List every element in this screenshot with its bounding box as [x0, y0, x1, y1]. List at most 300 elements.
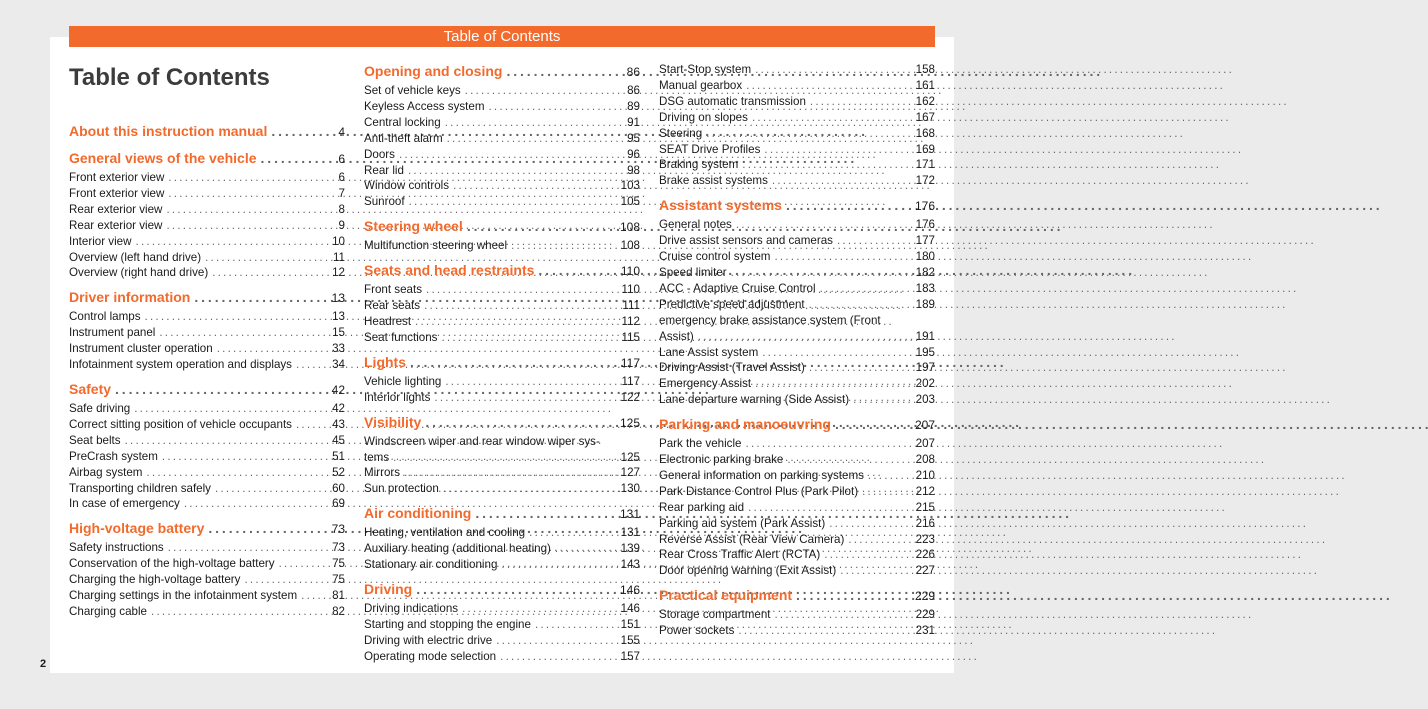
leader-dots [837, 233, 912, 249]
page-ref: 191 [915, 329, 935, 343]
entry-label: Interior lights [364, 390, 431, 404]
leader-dots [445, 115, 623, 131]
section-title: Assistant systems [659, 197, 782, 214]
toc-entry[interactable] [69, 401, 345, 417]
entry-label: Heating, ventilation and cooling [364, 526, 526, 540]
toc-column-2 [364, 62, 640, 672]
toc-section [69, 519, 345, 620]
toc-entry[interactable] [364, 601, 640, 617]
toc-entry[interactable] [659, 623, 935, 639]
entry-label: Parking aid system (Park Assist) [659, 516, 826, 530]
page-ref: 139 [620, 542, 640, 556]
toc-entry[interactable] [364, 465, 640, 481]
leader-dots [698, 329, 912, 345]
toc-entry[interactable] [659, 392, 935, 408]
toc-entry[interactable] [659, 233, 935, 249]
leader-dots [159, 325, 328, 341]
leader-dots [809, 360, 912, 376]
page-ref: 208 [915, 453, 935, 467]
entry-label: In case of emergency [69, 497, 180, 511]
toc-entry[interactable] [659, 249, 935, 265]
toc-entry[interactable] [69, 556, 345, 572]
leader-dots [746, 436, 912, 452]
leader-dots [774, 607, 911, 623]
page-ref: 151 [620, 617, 640, 631]
entry-label: Speed limiter [659, 265, 727, 279]
leader-dots [538, 261, 616, 280]
toc-entry[interactable] [69, 572, 345, 588]
entry-label: Stationary air conditioning [364, 558, 498, 572]
leader-dots [774, 249, 911, 265]
toc-entry[interactable] [364, 390, 640, 406]
entry-label: Keyless Access system [364, 99, 485, 113]
toc-entry[interactable] [364, 617, 640, 633]
toc-entry[interactable] [364, 481, 640, 497]
page-ref: 6 [338, 171, 345, 184]
toc-entry[interactable] [364, 131, 640, 147]
entry-label: Predictive speed adjustment [659, 297, 805, 311]
toc-entry[interactable] [69, 588, 345, 604]
section-title: Lights [364, 353, 406, 370]
leader-dots [404, 465, 617, 481]
toc-entry[interactable] [659, 532, 935, 548]
toc-entry[interactable] [364, 649, 640, 665]
page-ref: 226 [915, 548, 935, 562]
toc-entry[interactable] [659, 360, 935, 376]
toc-section-heading[interactable] [364, 580, 640, 600]
entry-label: Overview (right hand drive) [69, 266, 209, 280]
page-ref: 172 [915, 174, 935, 188]
page-ref: 143 [620, 558, 640, 572]
leader-dots [787, 452, 911, 468]
page-ref: 146 [620, 601, 640, 615]
entry-label: Steering [659, 126, 703, 140]
leader-dots [208, 519, 327, 538]
page-ref: 7 [338, 186, 345, 200]
page-ref: 189 [915, 297, 935, 311]
page-ref: 69 [332, 497, 345, 511]
toc-section-heading[interactable] [69, 149, 345, 169]
leader-dots [824, 547, 911, 563]
entry-label: Lane Assist system [659, 345, 759, 359]
toc-entry[interactable] [659, 563, 935, 579]
toc-entry[interactable] [69, 325, 345, 341]
page-ref: 86 [626, 65, 640, 79]
section-title: About this instruction manual [69, 123, 268, 139]
toc-entry[interactable] [69, 265, 345, 281]
leader-dots [868, 468, 912, 484]
entry-label: Operating mode selection [364, 649, 497, 663]
entry-label: Rear exterior view [69, 202, 163, 216]
toc-section-heading[interactable] [659, 196, 935, 216]
page-ref: 210 [915, 468, 935, 482]
section-title: Driving [364, 580, 413, 597]
toc-entry[interactable] [659, 516, 935, 532]
page-ref: 51 [332, 449, 345, 463]
leader-dots [151, 604, 328, 620]
toc-section-heading[interactable] [69, 519, 345, 539]
toc-section-heading[interactable] [364, 504, 640, 524]
page-ref: 75 [332, 557, 345, 571]
page-ref: 231 [915, 624, 935, 638]
leader-dots [555, 541, 617, 557]
page-ref: 13 [332, 310, 345, 324]
toc-entry[interactable] [364, 541, 640, 557]
page-ref: 127 [620, 466, 640, 480]
toc-section [69, 149, 345, 281]
leader-dots [809, 297, 912, 313]
leader-dots [736, 217, 912, 233]
leader-dots [136, 234, 329, 250]
entry-label[interactable]: emergency brake assistance system (Front [659, 313, 881, 327]
entry-label: Braking system [659, 158, 739, 172]
toc-entry[interactable] [659, 126, 935, 142]
toc-section-heading[interactable] [364, 261, 640, 281]
entry-label: Starting and stopping the engine [364, 617, 531, 631]
toc-entry[interactable] [659, 281, 935, 297]
page-ref: 229 [915, 608, 935, 622]
toc-entry[interactable] [364, 83, 640, 99]
toc-entry[interactable] [659, 376, 935, 392]
section-title: Parking and manoeuvring [659, 416, 831, 433]
page-ref: 162 [915, 94, 935, 108]
page-ref: 108 [620, 239, 640, 253]
toc-entry[interactable] [69, 186, 345, 202]
page-ref: 82 [332, 604, 345, 618]
toc-entry[interactable] [69, 465, 345, 481]
toc-entry[interactable] [364, 374, 640, 390]
toc-entry[interactable] [69, 417, 345, 433]
entry-label: Seat functions [364, 330, 438, 344]
leader-dots [755, 376, 912, 392]
page-ref: 73 [332, 541, 345, 555]
page-number: 2 [40, 658, 47, 670]
leader-dots [796, 586, 911, 605]
entry-label: Driving indications [364, 601, 459, 615]
toc-entry[interactable] [364, 163, 640, 179]
entry-label: Safety instructions [69, 541, 164, 555]
entry-label: General notes [659, 218, 732, 232]
leader-dots [205, 250, 329, 266]
page-ref: 115 [621, 330, 640, 344]
toc-entry[interactable] [364, 99, 640, 115]
toc-entry[interactable] [659, 297, 935, 313]
toc-entry[interactable] [69, 496, 345, 512]
toc-section-heading[interactable] [69, 380, 345, 400]
toc-entry[interactable] [364, 194, 640, 210]
page-ref: 15 [332, 326, 345, 340]
toc-entry[interactable] [659, 329, 935, 345]
section-title: General views of the vehicle [69, 150, 257, 166]
leader-dots [445, 374, 617, 390]
leader-dots [410, 353, 617, 372]
page-ref: 207 [914, 418, 935, 433]
leader-dots [166, 218, 334, 234]
entry-label[interactable]: Windscreen wiper and rear window wiper sys- [364, 434, 600, 448]
page-ref: 182 [915, 265, 935, 279]
leader-dots [194, 288, 327, 307]
page-ref: 9 [338, 218, 345, 232]
leader-dots [738, 623, 911, 639]
toc-entry[interactable] [69, 170, 345, 186]
toc-entry[interactable] [659, 345, 935, 361]
page-ref: 110 [621, 283, 640, 297]
toc-entry[interactable] [69, 234, 345, 250]
entry-label: Drive assist sensors and cameras [659, 234, 833, 248]
leader-dots [166, 202, 334, 218]
leader-dots [115, 380, 328, 399]
leader-dots [755, 62, 912, 78]
toc-section-heading[interactable] [659, 586, 935, 606]
toc-entry[interactable] [659, 173, 935, 189]
entry-label: Anti-theft alarm [364, 131, 443, 145]
page-ref: 95 [627, 131, 640, 145]
toc-entry[interactable] [659, 217, 935, 233]
page-ref: 110 [620, 264, 640, 279]
toc-entry[interactable] [69, 250, 345, 266]
toc-section [364, 261, 640, 346]
leader-dots [746, 78, 912, 94]
leader-dots [706, 126, 911, 142]
leader-dots [296, 357, 328, 373]
page-ref: 112 [621, 314, 640, 328]
page-ref: 125 [620, 450, 640, 464]
page-ref: 176 [915, 218, 935, 232]
leader-dots [496, 633, 616, 649]
leader-dots [261, 149, 335, 168]
toc-entry[interactable] [659, 94, 935, 110]
entry-label: Transporting children safely [69, 481, 211, 495]
page-ref: 223 [915, 532, 935, 546]
toc-entry[interactable] [364, 314, 640, 330]
entry-label: Doors [364, 147, 395, 161]
page-ref: 75 [332, 573, 345, 587]
page-ref: 89 [627, 99, 640, 113]
toc-entry[interactable] [69, 481, 345, 497]
header-bar: Table of Contents [69, 26, 935, 47]
toc-entry[interactable] [659, 452, 935, 468]
toc-entry[interactable] [659, 62, 935, 78]
toc-entry[interactable] [659, 547, 935, 563]
leader-dots [184, 496, 328, 512]
page-ref: 111 [622, 299, 640, 313]
toc-column-3 [659, 62, 935, 646]
toc-section-heading[interactable] [364, 62, 640, 82]
entry-label: Rear seats [364, 299, 421, 313]
section-title: Visibility [364, 413, 422, 430]
leader-dots [853, 392, 912, 408]
page-ref: 6 [338, 152, 345, 166]
toc-section [659, 62, 935, 189]
section-title: Opening and closing [364, 63, 503, 79]
toc-entry[interactable] [69, 540, 345, 556]
leader-dots [134, 401, 328, 417]
entry-label: Emergency Assist [659, 377, 752, 391]
toc-entry[interactable] [69, 449, 345, 465]
toc-section [659, 415, 935, 579]
page-ref: 168 [915, 126, 935, 140]
page-ref: 169 [915, 142, 935, 156]
entry-label: Multifunction steering wheel [364, 239, 508, 253]
leader-dots [424, 298, 618, 314]
entry-label: Vehicle lighting [364, 374, 442, 388]
toc-entry[interactable] [69, 309, 345, 325]
toc-entry[interactable] [364, 178, 640, 194]
page-ref: 13 [331, 291, 345, 306]
leader-dots [772, 173, 912, 189]
page-ref: 108 [619, 220, 640, 235]
leader-dots [862, 484, 912, 500]
entry-label: Rear Cross Traffic Alert (RCTA) [659, 548, 821, 562]
page-ref: 105 [620, 195, 640, 209]
toc-entry[interactable] [364, 147, 640, 163]
page-ref: 158 [915, 63, 935, 76]
section-title: Steering wheel [364, 218, 463, 235]
leader-dots [848, 532, 911, 548]
toc-section-heading[interactable] [364, 413, 640, 433]
page-ref: 43 [332, 417, 345, 431]
entry-label: General information on parking systems [659, 468, 864, 482]
toc-entry[interactable] [364, 238, 640, 254]
entry-label: Mirrors [364, 466, 401, 480]
entry-label: Lane departure warning (Side Assist) [659, 393, 850, 407]
page-ref: 195 [915, 345, 935, 359]
leader-dots [764, 142, 911, 158]
page-ref: 117 [620, 355, 640, 370]
entry-label: Park the vehicle [659, 437, 742, 451]
entry-label: Window controls [364, 179, 450, 193]
section-title: Driver information [69, 289, 191, 306]
toc-entry[interactable] [364, 282, 640, 298]
toc-entry[interactable] [364, 115, 640, 131]
page-ref: 103 [620, 179, 640, 193]
leader-dots [168, 540, 328, 556]
entry-label: Manual gearbox [659, 78, 743, 92]
entry-label: Conservation of the high-voltage battery [69, 557, 275, 571]
toc-entry[interactable] [69, 341, 345, 357]
toc-entry[interactable] [659, 142, 935, 158]
entry-label: Sunroof [364, 195, 405, 209]
leader-dots [742, 157, 911, 173]
page-ref: 176 [914, 199, 935, 214]
toc-section-heading[interactable] [69, 122, 345, 142]
leader-dots [820, 281, 912, 297]
toc-section-heading[interactable] [659, 415, 935, 435]
entry-label: Start-Stop system [659, 63, 752, 76]
page-ref: 34 [332, 358, 345, 372]
toc-section-heading[interactable] [69, 288, 345, 308]
leader-dots [752, 110, 912, 126]
toc-entry[interactable] [364, 298, 640, 314]
entry-label: Rear parking aid [659, 500, 745, 514]
entry-label: Power sockets [659, 624, 735, 638]
leader-dots [500, 649, 617, 665]
toc-entry[interactable] [659, 157, 935, 173]
toc-entry[interactable] [659, 607, 935, 623]
leader-dots [465, 83, 623, 99]
leader-dots [168, 170, 334, 186]
entry-label: Central locking [364, 115, 441, 129]
toc-section [364, 353, 640, 406]
section-title: Safety [69, 380, 112, 397]
toc-section-heading[interactable] [364, 353, 640, 373]
toc-section [364, 580, 640, 665]
toc-entry[interactable] [364, 450, 640, 466]
toc-entry[interactable] [659, 468, 935, 484]
toc-entry[interactable] [69, 218, 345, 234]
toc-section [364, 504, 640, 573]
entry-label: Electronic parking brake [659, 453, 784, 467]
toc-entry[interactable] [364, 633, 640, 649]
entry-label: Cruise control system [659, 250, 771, 264]
leader-dots [146, 465, 328, 481]
page-ref: 197 [915, 361, 935, 375]
entry-label: Seat belts [69, 433, 121, 447]
page-ref: 202 [915, 377, 935, 391]
page-ref: 131 [620, 526, 640, 540]
toc-section [69, 288, 345, 373]
toc-entry[interactable] [364, 525, 640, 541]
page-ref: 227 [915, 564, 935, 578]
leader-dots [506, 62, 622, 81]
toc-entry[interactable] [69, 433, 345, 449]
toc-entry[interactable] [659, 110, 935, 126]
page-ref: 11 [332, 250, 345, 264]
toc-entry[interactable] [659, 78, 935, 94]
page-ref: 33 [332, 342, 345, 356]
entry-label: Headrest [364, 314, 412, 328]
toc-column-1 [69, 62, 345, 627]
leader-dots [409, 194, 617, 210]
toc-entry[interactable] [364, 557, 640, 573]
entry-label: Driving on slopes [659, 110, 748, 124]
section-title: High-voltage battery [69, 520, 205, 537]
leader-dots [810, 94, 912, 110]
leader-dots [296, 417, 328, 433]
entry-label: Front seats [364, 283, 422, 297]
entry-label: Overview (left hand drive) [69, 250, 202, 264]
entry-label: Storage compartment [659, 608, 771, 622]
toc-entry[interactable] [659, 265, 935, 281]
page-ref: 203 [915, 393, 935, 407]
page-ref: 146 [619, 582, 640, 597]
toc-entry[interactable] [69, 604, 345, 620]
leader-dots [415, 314, 617, 330]
leader-dots [301, 588, 328, 604]
toc-entry[interactable] [69, 357, 345, 373]
leader-dots [762, 345, 911, 361]
entry-label: tems [364, 450, 390, 464]
page-ref: 96 [627, 147, 640, 161]
leader-dots [748, 500, 912, 516]
leader-dots [467, 217, 616, 236]
page-ref: 216 [915, 516, 935, 530]
toc-entry[interactable] [659, 484, 935, 500]
page-ref: 98 [627, 163, 640, 177]
page-ref: 125 [619, 415, 640, 430]
page-ref: 52 [332, 465, 345, 479]
leader-dots [425, 413, 616, 432]
toc-entry[interactable] [364, 330, 640, 346]
section-title: Seats and head restraints [364, 262, 535, 279]
toc-section [69, 122, 345, 142]
page-ref: 131 [619, 507, 640, 522]
leader-dots [399, 147, 623, 163]
toc-entry[interactable] [659, 500, 935, 516]
toc-section-heading[interactable] [364, 217, 640, 237]
toc-entry[interactable] [659, 436, 935, 452]
toc-entry[interactable] [69, 202, 345, 218]
